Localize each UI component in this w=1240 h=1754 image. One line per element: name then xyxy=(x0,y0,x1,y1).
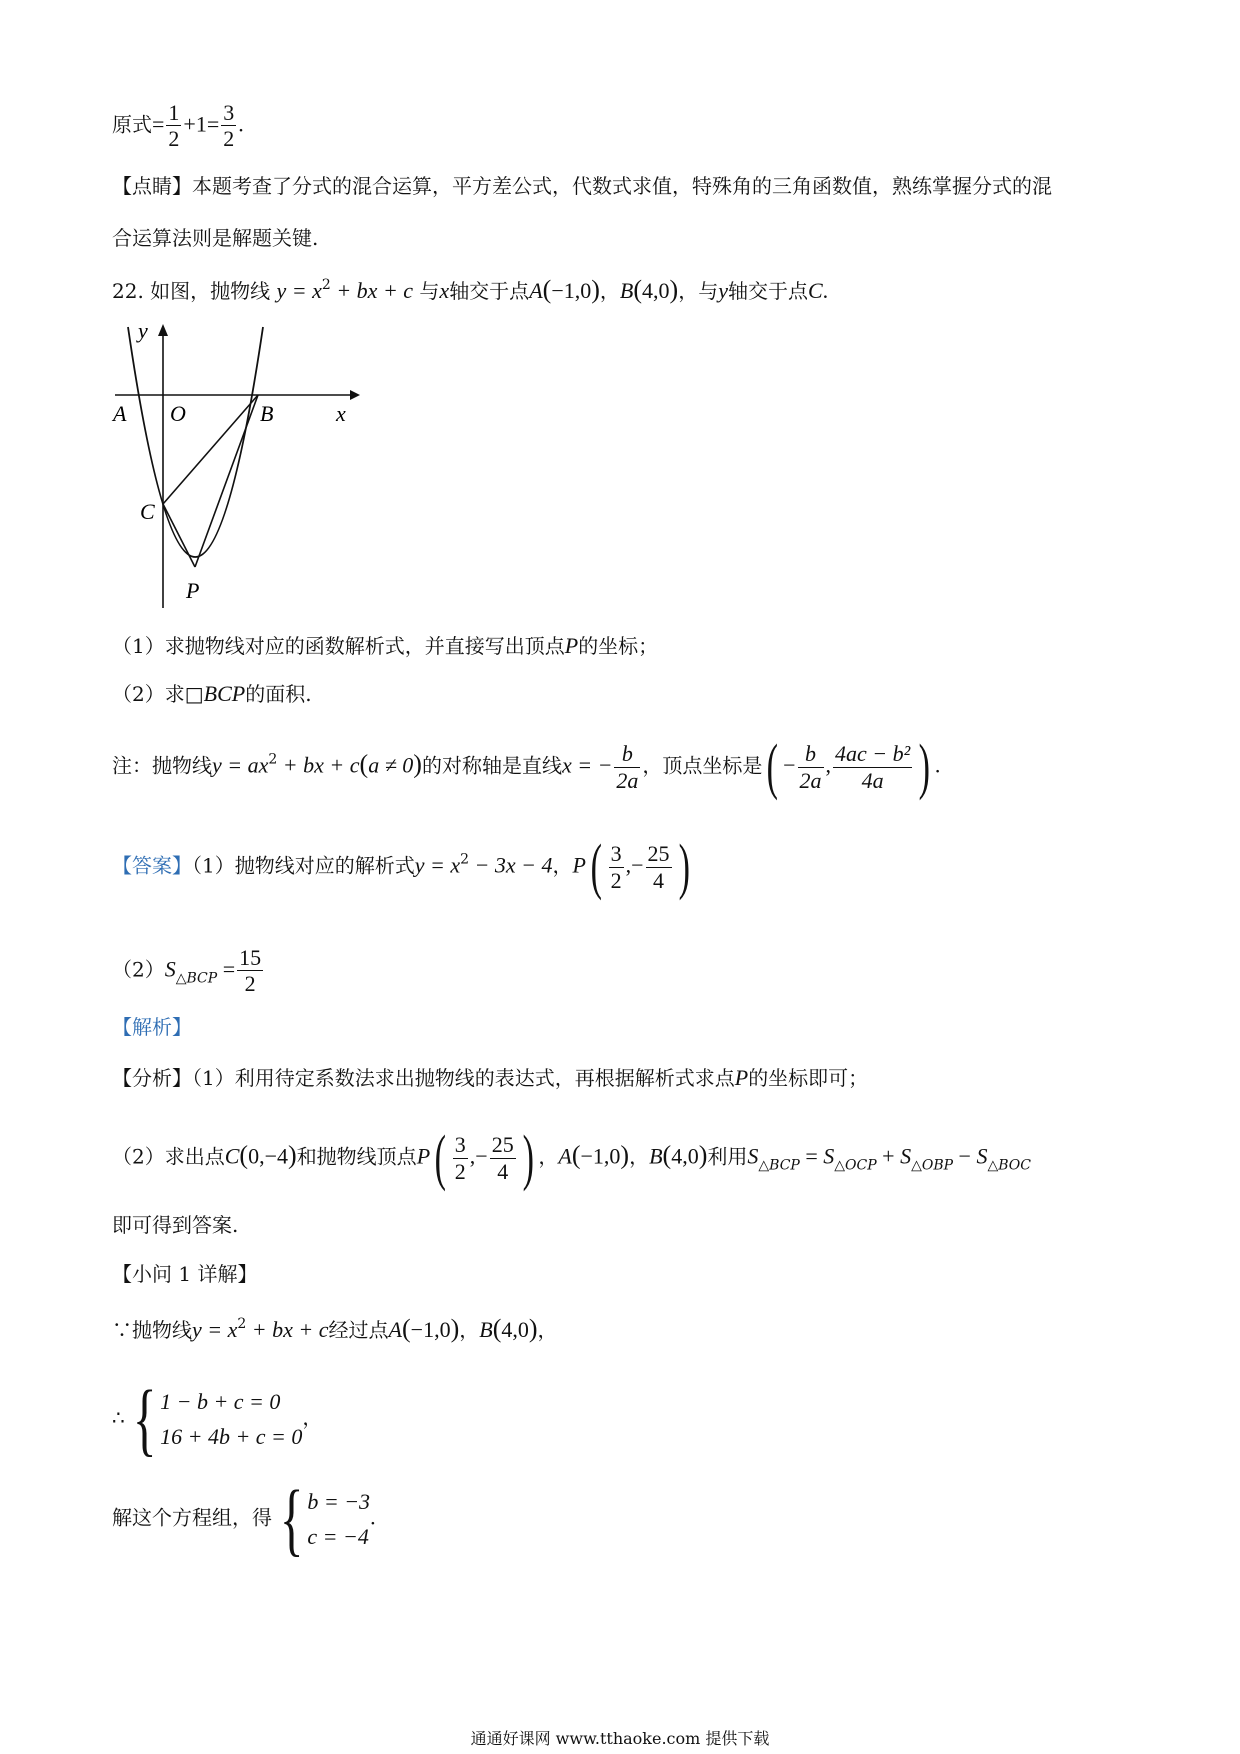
solution-line: 解这个方程组，得{ b = −3 c = −4 . xyxy=(112,1473,376,1564)
dianjing-line-2: 合运算法则是解题关键. xyxy=(112,226,319,250)
answer-line-2: $(2)S_{\triangle BCP}$ = $\frac{15}{2}$ xyxy=(112,945,262,997)
label-y: y xyxy=(138,322,148,343)
page-footer: 通通好课网 www.tthaoke.com 提供下载 xyxy=(470,1729,770,1748)
system-line: ∴{ 1 − b + c = 0 16 + 4b + c = 0 ， xyxy=(112,1373,323,1464)
segment-pb xyxy=(195,395,258,567)
fenxi-line-3: 即可得到答案. xyxy=(112,1213,239,1237)
label-p: P xyxy=(186,578,200,603)
note-line: 注：抛物线$y = ax^2$ + bx + c(a ≠ 0)的对称轴是直线x = − $\frac{b}{2a}$ ，顶点坐标是( − $\frac{b}{2a}$ , $\frac{\text{4ac − b²}}{4a}$ ) . xyxy=(112,733,941,801)
because-line: ∵抛物线$y = x^2$ + bx + c经过点A(−1,0)，B(4,0)， xyxy=(112,1314,558,1343)
fraction-half: $\frac{1}{2}$ xyxy=(168,100,180,152)
answer-label: 【答案】 xyxy=(112,853,192,878)
jiexi-label: 【解析】 xyxy=(112,1015,192,1039)
y-axis-arrow xyxy=(158,324,168,336)
fenxi-line: 【分析】（1）利用待定系数法求出抛物线的表达式，再根据解析式求点P的坐标即可； xyxy=(112,1065,869,1090)
x-axis-arrow xyxy=(350,390,360,400)
xiaowen-label: 【小问 1 详解】 xyxy=(112,1262,258,1286)
label-c: C xyxy=(140,499,155,524)
segment-cp xyxy=(163,504,195,567)
orig-prefix: 原式 xyxy=(112,112,152,137)
sub-question-1: （1）求抛物线对应的函数解析式，并直接写出顶点P的坐标； xyxy=(112,633,659,658)
original-expression-line: 原式= $\frac{1}{2}$ +1= $\frac{3}{2}$ . xyxy=(112,100,244,152)
dianjing-text: 本题考查了分式的混合运算，平方差公式，代数式求值，特殊角的三角函数值，熟练掌握分式的混 xyxy=(192,174,1052,198)
question-22-line: 22. 如图，抛物线 $y = x^2$ + bx + c 与x轴交于点A(−1,0)，B(4,0)，与y轴交于点C. xyxy=(112,275,829,304)
parabola-figure xyxy=(110,322,360,612)
fraction-three-halves: $\frac{3}{2}$ xyxy=(223,100,235,152)
fenxi-line-2: （2）求出点C(0,−4)和抛物线顶点P( $\frac{3}{2}$ ,− $\frac{25}{4}$ ) ，A(−1,0)，B(4,0)利用$S_{\triangle BCP} = S_{\triangle OCP} + S_{\triangle OBP} - S_{\triangle BOC}$ xyxy=(112,1124,1031,1192)
answer-line-1: 【答案】（1）抛物线对应的解析式$y = x^2 - 3x - 4$，P( $\frac{3}{2}$ ,− $\frac{25}{4}$ ) xyxy=(112,833,690,901)
label-a: A xyxy=(113,401,127,426)
dianjing-label: 【点睛】 xyxy=(112,174,192,198)
sub-question-2: （2）求□BCP的面积. xyxy=(112,681,312,706)
label-o: O xyxy=(170,401,186,426)
dianjing-line xyxy=(112,176,1052,196)
label-b: B xyxy=(260,401,274,426)
label-x: x xyxy=(336,401,346,426)
